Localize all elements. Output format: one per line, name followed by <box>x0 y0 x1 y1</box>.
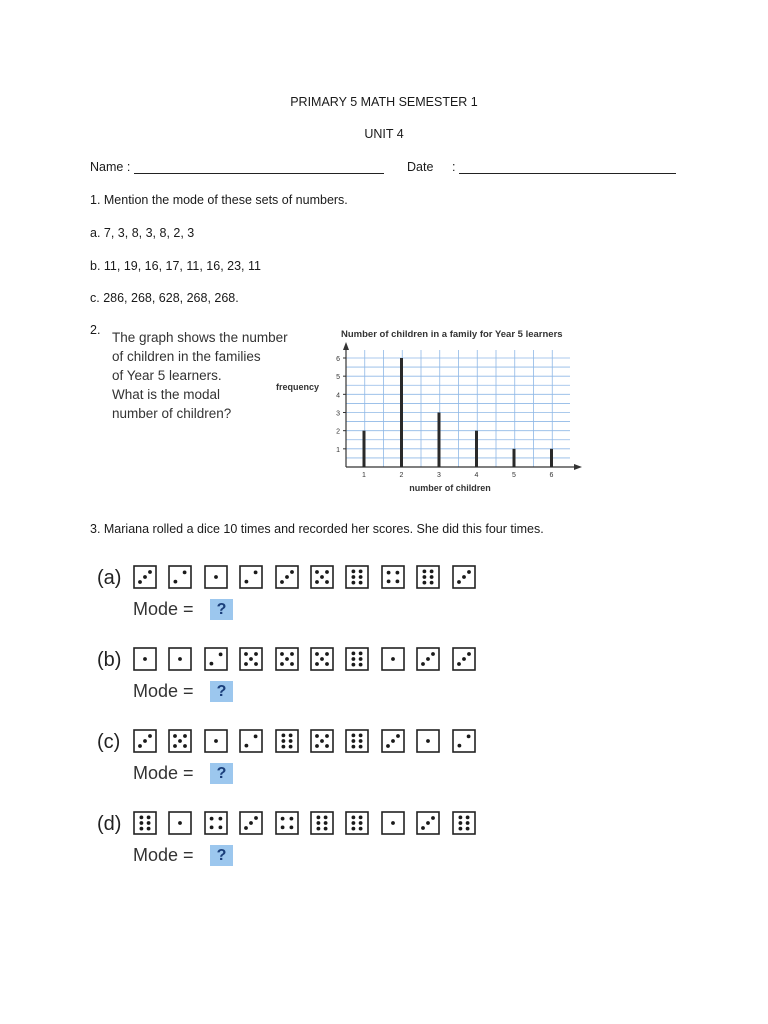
die-face-five-icon <box>310 647 334 671</box>
die-face-six-icon <box>133 811 157 835</box>
die-face-two-icon <box>204 647 228 671</box>
q1-prompt: 1. Mention the mode of these sets of numbers. <box>90 193 348 207</box>
x-tick-label: 3 <box>437 472 441 479</box>
row-label: (b) <box>97 649 122 671</box>
q2-line: of Year 5 learners. <box>112 368 222 383</box>
die-face-two-icon <box>239 565 263 589</box>
q2-text <box>112 328 288 423</box>
date-label: Date <box>407 160 434 174</box>
die-face-six-icon <box>452 811 476 835</box>
x-tick-label: 2 <box>399 472 404 479</box>
die-face-three-icon <box>239 811 263 835</box>
die-face-four-icon <box>275 811 299 835</box>
die-face-six-icon <box>416 565 440 589</box>
bar <box>550 449 553 467</box>
x-tick-label: 4 <box>474 472 479 479</box>
x-tick-label: 5 <box>512 472 516 479</box>
mode-answer-box[interactable]: ? <box>210 599 233 620</box>
chart-title: Number of children in a family for Year 5 learners <box>341 329 563 340</box>
mode-label: Mode = <box>133 763 194 783</box>
die-face-five-icon <box>310 565 334 589</box>
y-tick-label: 6 <box>336 356 340 363</box>
die-face-five-icon <box>310 729 334 753</box>
q2-number: 2. <box>90 323 101 337</box>
die-face-two-icon <box>452 729 476 753</box>
die-face-two-icon <box>239 729 263 753</box>
name-label: Name : <box>90 160 131 174</box>
die-face-four-icon <box>381 565 405 589</box>
die-face-three-icon <box>381 729 405 753</box>
date-colon: : <box>452 160 456 174</box>
mode-answer-box[interactable]: ? <box>210 681 233 702</box>
y-tick-label: 3 <box>336 410 340 418</box>
y-tick-label: 2 <box>336 428 340 436</box>
die-face-three-icon <box>133 565 157 589</box>
q1-item-c: c. 286, 268, 628, 268, 268. <box>90 291 239 305</box>
die-face-one-icon <box>168 647 192 671</box>
page-title: PRIMARY 5 MATH SEMESTER 1 <box>290 95 478 109</box>
die-face-one-icon <box>381 647 405 671</box>
x-tick-label: 1 <box>362 472 366 479</box>
y-tick-label: 4 <box>336 392 340 400</box>
q2-line: number of children? <box>112 406 232 421</box>
bar <box>513 449 516 467</box>
q1-item-a: a. 7, 3, 8, 3, 8, 2, 3 <box>90 226 195 240</box>
die-face-five-icon <box>239 647 263 671</box>
bar <box>400 358 403 467</box>
die-face-three-icon <box>275 565 299 589</box>
mode-answer-box[interactable]: ? <box>210 845 233 866</box>
die-face-five-icon <box>168 729 192 753</box>
y-tick-label: 5 <box>336 374 340 382</box>
die-face-six-icon <box>345 647 369 671</box>
die-face-four-icon <box>204 811 228 835</box>
y-axis-arrow <box>343 342 349 350</box>
row-label: (d) <box>97 813 122 835</box>
die-face-three-icon <box>452 565 476 589</box>
die-face-five-icon <box>275 647 299 671</box>
die-face-six-icon <box>310 811 334 835</box>
y-tick-label: 1 <box>336 446 340 454</box>
bar <box>438 413 441 468</box>
x-axis-label: number of children <box>409 483 491 493</box>
q2-line: What is the modal <box>112 387 221 402</box>
x-tick-label: 6 <box>549 472 554 479</box>
mode-label: Mode = <box>133 599 194 619</box>
mode-answer-box[interactable]: ? <box>210 763 233 784</box>
die-face-six-icon <box>345 811 369 835</box>
die-face-one-icon <box>133 647 157 671</box>
die-face-six-icon <box>275 729 299 753</box>
mode-label: Mode = <box>133 845 194 865</box>
die-face-six-icon <box>345 565 369 589</box>
row-label: (c) <box>97 731 121 753</box>
die-face-three-icon <box>133 729 157 753</box>
x-axis-arrow <box>574 464 582 470</box>
die-face-two-icon <box>168 565 192 589</box>
q2-line: The graph shows the number <box>112 330 288 345</box>
name-line[interactable] <box>134 173 384 174</box>
q2-line: of children in the families <box>112 349 261 364</box>
bar-chart <box>330 340 585 495</box>
die-face-one-icon <box>204 729 228 753</box>
die-face-one-icon <box>204 565 228 589</box>
q1-item-b: b. 11, 19, 16, 17, 11, 16, 23, 11 <box>90 259 261 273</box>
die-face-three-icon <box>416 811 440 835</box>
bar <box>363 431 366 467</box>
die-face-three-icon <box>416 647 440 671</box>
die-face-one-icon <box>381 811 405 835</box>
die-face-six-icon <box>345 729 369 753</box>
mode-label: Mode = <box>133 681 194 701</box>
die-face-three-icon <box>452 647 476 671</box>
bar <box>475 431 478 467</box>
row-label: (a) <box>97 567 122 589</box>
q3-prompt: 3. Mariana rolled a dice 10 times and recorded her scores. She did this four times. <box>90 522 544 536</box>
die-face-one-icon <box>168 811 192 835</box>
die-face-one-icon <box>416 729 440 753</box>
unit-label: UNIT 4 <box>364 127 404 141</box>
chart-ylabel: frequency <box>276 382 320 392</box>
date-line[interactable] <box>459 173 676 174</box>
